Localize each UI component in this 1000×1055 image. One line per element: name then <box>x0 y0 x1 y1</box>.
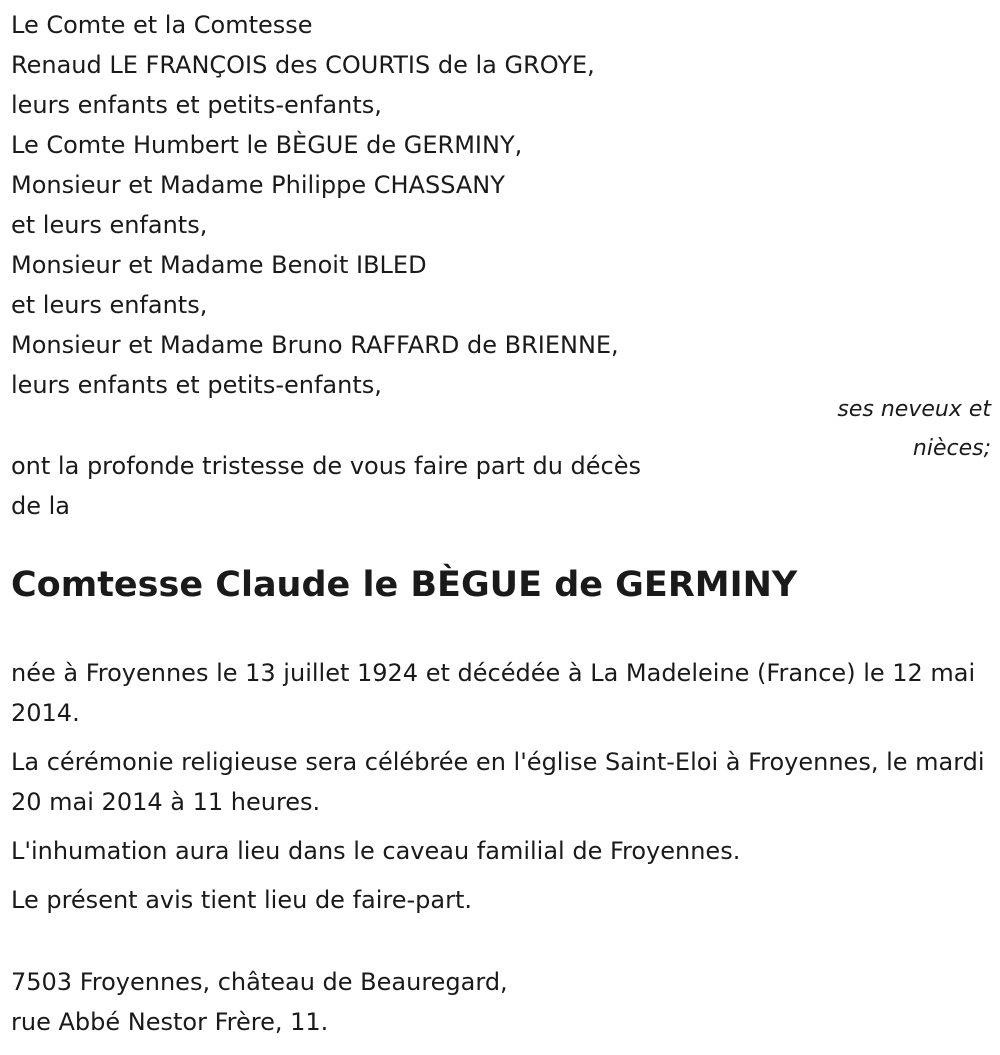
family-list <box>11 5 619 405</box>
family-line: Le Comte et la Comtesse <box>11 11 313 39</box>
address-line: 7503 Froyennes, château de Beauregard, <box>11 968 508 996</box>
burial-paragraph: L'inhumation aura lieu dans le caveau familial de Froyennes. <box>11 837 741 865</box>
details-section <box>11 653 986 929</box>
announcement-line: de la <box>11 492 71 520</box>
family-line: et leurs enfants, <box>11 291 208 319</box>
deceased-name: Comtesse Claude le BÈGUE de GERMINY <box>11 565 798 605</box>
ceremony-paragraph: La cérémonie religieuse sera célébrée en l'église Saint-Eloi à Froyennes, le mardi 20 mai 2014 à 11 heures. <box>11 748 985 816</box>
birth-death-paragraph: née à Froyennes le 13 juillet 1924 et décédée à La Madeleine (France) le 12 mai 2014. <box>11 659 976 727</box>
family-line: Renaud LE FRANÇOIS des COURTIS de la GROYE, <box>11 51 595 79</box>
family-line: Monsieur et Madame Benoit IBLED <box>11 251 427 279</box>
family-line: leurs enfants et petits-enfants, <box>11 91 382 119</box>
announcement <box>11 446 771 526</box>
address-block <box>11 962 508 1042</box>
family-line: leurs enfants et petits-enfants, <box>11 371 382 399</box>
announcement-line: ont la profonde tristesse de vous faire part du décès <box>11 452 641 480</box>
address-line: rue Abbé Nestor Frère, 11. <box>11 1008 329 1036</box>
notice-paragraph: Le présent avis tient lieu de faire-part. <box>11 886 473 914</box>
family-line: et leurs enfants, <box>11 211 208 239</box>
relation-note: ses neveux et nièces; <box>837 397 991 461</box>
family-line: Monsieur et Madame Bruno RAFFARD de BRIENNE, <box>11 331 619 359</box>
family-line: Monsieur et Madame Philippe CHASSANY <box>11 171 505 199</box>
family-line: Le Comte Humbert le BÈGUE de GERMINY, <box>11 131 523 159</box>
